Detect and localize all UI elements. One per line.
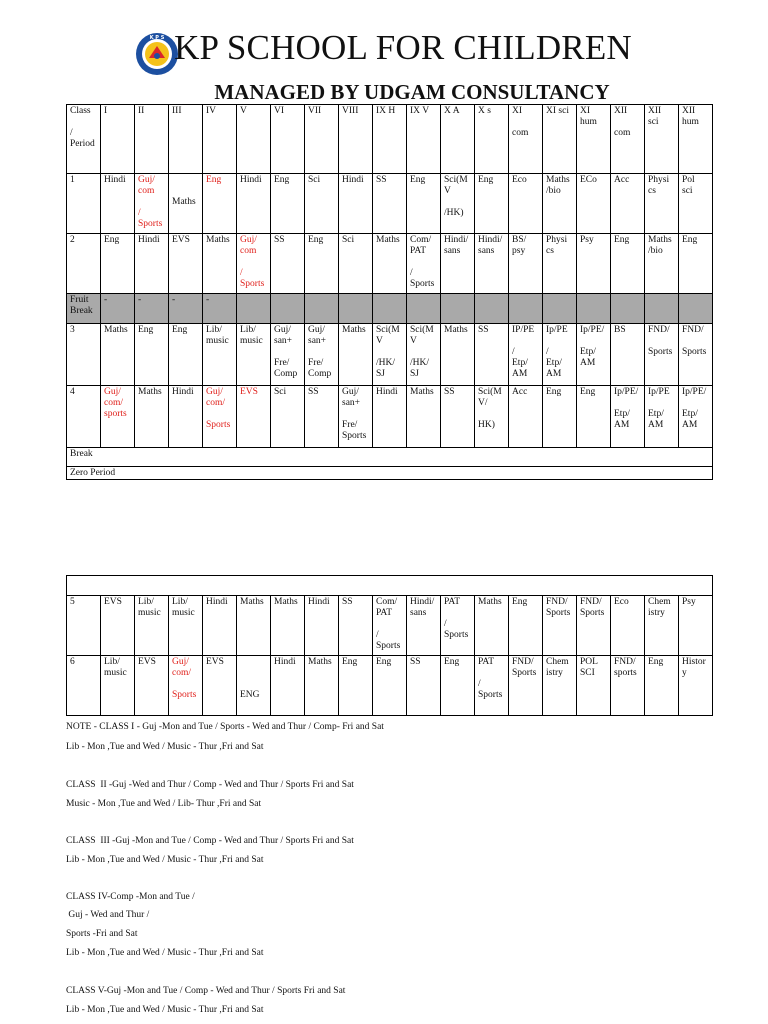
table-cell: SS	[339, 596, 373, 656]
table-cell: Ip/PE/ Etp/ AM	[611, 386, 645, 448]
table-cell: SS	[271, 234, 305, 294]
table-cell: Chem istry	[645, 596, 679, 656]
class-header-cell: VIII	[339, 105, 373, 174]
table-cell: Maths	[101, 324, 135, 386]
table-cell: Hindi/ sans	[475, 234, 509, 294]
class-header-cell: VI	[271, 105, 305, 174]
table-cell	[509, 294, 543, 324]
table-cell: Guj/ com / Sports	[237, 234, 271, 294]
table-cell: Eng	[373, 656, 407, 716]
table-cell: Pol sci	[679, 174, 713, 234]
table-cell: FND/ sports	[611, 656, 645, 716]
table-cell	[339, 294, 373, 324]
table-cell: Lib/ music	[237, 324, 271, 386]
table-cell: Hindi/ sans	[441, 234, 475, 294]
table-cell: Lib/ music	[101, 656, 135, 716]
table-cell: Physi cs	[645, 174, 679, 234]
table-cell: ENG	[237, 656, 271, 716]
note-line: Lib - Mon ,Tue and Wed / Music - Thur ,Fri and Sat	[66, 948, 264, 958]
table-cell: FND/ Sports	[679, 324, 713, 386]
table-cell: EVS	[237, 386, 271, 448]
table-cell: SS	[407, 656, 441, 716]
table-cell: Guj/ com / Sports	[135, 174, 169, 234]
table-cell: 4	[67, 386, 101, 448]
table-cell: Maths	[305, 656, 339, 716]
note-line: Music - Mon ,Tue and Wed / Lib- Thur ,Fri and Sat	[66, 799, 262, 809]
period-row	[67, 174, 713, 234]
table-cell: Maths	[475, 596, 509, 656]
table-cell: Guj/ com/ sports	[101, 386, 135, 448]
table-cell: Hindi/ sans	[407, 596, 441, 656]
table-cell: Com/ PAT / Sports	[407, 234, 441, 294]
period-row	[67, 596, 713, 656]
table-cell: Eng	[169, 324, 203, 386]
table-cell: Lib/ music	[169, 596, 203, 656]
table-cell: POL SCI	[577, 656, 611, 716]
table-cell: SS	[475, 324, 509, 386]
table-cell: Hindi	[203, 596, 237, 656]
table-cell: BS/ psy	[509, 234, 543, 294]
table-cell: Hindi	[271, 656, 305, 716]
table-cell: Lib/ music	[135, 596, 169, 656]
table-cell: Eng	[339, 656, 373, 716]
table-cell: FND/ Sports	[577, 596, 611, 656]
class-header-cell: XII com	[611, 105, 645, 174]
table-cell: Maths	[441, 324, 475, 386]
table-cell: EVS	[203, 656, 237, 716]
note-line: Lib - Mon ,Tue and Wed / Music - Thur ,Fri and Sat	[66, 1005, 264, 1015]
class-header-cell: XI com	[509, 105, 543, 174]
table-cell: IP/PE / Etp/ AM	[509, 324, 543, 386]
footer-cell: Zero Period	[67, 467, 713, 480]
table-cell: 5	[67, 596, 101, 656]
table-cell: Sci	[339, 234, 373, 294]
note-line: NOTE - CLASS I - Guj -Mon and Tue / Sports - Wed and Thur / Comp- Fri and Sat	[66, 722, 384, 732]
class-header-cell: II	[135, 105, 169, 174]
period-row	[67, 656, 713, 716]
break-row	[67, 448, 713, 467]
table-cell: Eng	[203, 174, 237, 234]
note-line: CLASS III -Guj -Mon and Tue / Comp - Wed and Thur / Sports Fri and Sat	[66, 836, 354, 846]
table-cell	[373, 294, 407, 324]
table-cell	[407, 294, 441, 324]
table-cell	[577, 294, 611, 324]
table-cell: Hindi	[169, 386, 203, 448]
table-cell: Eng	[441, 656, 475, 716]
table-cell: SS	[373, 174, 407, 234]
class-period-header: Class / Period	[67, 105, 101, 174]
header-row	[67, 105, 713, 174]
table-cell: Guj/ san+ Fre/ Comp	[271, 324, 305, 386]
table-cell: Eng	[407, 174, 441, 234]
period-row	[67, 386, 713, 448]
table-cell: FND/ Sports	[543, 596, 577, 656]
table-cell: Lib/ music	[203, 324, 237, 386]
table-cell: 2	[67, 234, 101, 294]
table-cell: Com/ PAT / Sports	[373, 596, 407, 656]
table-cell: 1	[67, 174, 101, 234]
table-cell: Eng	[679, 234, 713, 294]
table-cell	[441, 294, 475, 324]
table-cell: Maths	[373, 234, 407, 294]
note-line: CLASS IV-Comp -Mon and Tue /	[66, 892, 195, 902]
table-cell: Eng	[543, 386, 577, 448]
table-cell: Maths	[237, 596, 271, 656]
table-cell: Eng	[101, 234, 135, 294]
table-cell: Hindi	[373, 386, 407, 448]
table-cell: 6	[67, 656, 101, 716]
table-cell	[645, 294, 679, 324]
class-header-cell: IX H	[373, 105, 407, 174]
timetable-continued	[66, 575, 713, 716]
table-cell: Eco	[611, 596, 645, 656]
table-cell: Maths	[407, 386, 441, 448]
table-cell	[305, 294, 339, 324]
timetable-main	[66, 104, 713, 480]
table-cell: Hindi	[101, 174, 135, 234]
class-header-cell: XII hum	[679, 105, 713, 174]
table-cell	[679, 294, 713, 324]
table-cell: Maths	[169, 174, 203, 234]
table-cell	[543, 294, 577, 324]
footer-cell: Break	[67, 448, 713, 467]
table-cell: ECo	[577, 174, 611, 234]
table-cell: Maths /bio	[645, 234, 679, 294]
class-header-cell: X s	[475, 105, 509, 174]
table-cell: Ip/PE/ Etp/ AM	[679, 386, 713, 448]
logo-text: K P S	[149, 35, 165, 41]
table-cell: Sci(M V /HK)	[441, 174, 475, 234]
table-cell: Fruit Break	[67, 294, 101, 324]
table-cell: Ip/PE/ Etp/ AM	[577, 324, 611, 386]
note-line: Guj - Wed and Thur /	[66, 910, 150, 920]
class-header-cell: V	[237, 105, 271, 174]
table-cell: Hindi	[305, 596, 339, 656]
table-cell: Hindi	[135, 234, 169, 294]
table-cell	[271, 294, 305, 324]
table-cell: Histor y	[679, 656, 713, 716]
table-cell: Psy	[679, 596, 713, 656]
blank-header-row	[67, 576, 713, 596]
table-cell: FND/ Sports	[645, 324, 679, 386]
class-header-cell: X A	[441, 105, 475, 174]
class-header-cell: XI sci	[543, 105, 577, 174]
fruit-break-row	[67, 294, 713, 324]
class-header-cell: IV	[203, 105, 237, 174]
table-cell: Maths	[271, 596, 305, 656]
table-cell: Acc	[509, 386, 543, 448]
class-header-cell: VII	[305, 105, 339, 174]
table-cell: Eng	[271, 174, 305, 234]
table-cell: 3	[67, 324, 101, 386]
table-cell: Eng	[577, 386, 611, 448]
school-subtitle: MANAGED BY UDGAM CONSULTANCY	[214, 80, 610, 104]
table-cell: Chem istry	[543, 656, 577, 716]
class-header-cell: III	[169, 105, 203, 174]
note-line: Lib - Mon ,Tue and Wed / Music - Thur ,Fri and Sat	[66, 855, 264, 865]
table-cell: PAT / Sports	[441, 596, 475, 656]
table-cell: Guj/ com/ Sports	[169, 656, 203, 716]
class-header-cell: XI hum	[577, 105, 611, 174]
school-title: KP SCHOOL FOR CHILDREN	[174, 28, 632, 67]
note-line: CLASS V-Guj -Mon and Tue / Comp - Wed and Thur / Sports Fri and Sat	[66, 986, 346, 996]
table-cell: Sci	[305, 174, 339, 234]
table-cell: SS	[305, 386, 339, 448]
table-cell: Maths	[135, 386, 169, 448]
table-cell: Ip/PE / Etp/ AM	[543, 324, 577, 386]
table-cell	[475, 294, 509, 324]
zero-period-row	[67, 467, 713, 480]
table-cell: Guj/ san+ Fre/ Comp	[305, 324, 339, 386]
table-cell: Ip/PE Etp/ AM	[645, 386, 679, 448]
note-line: CLASS II -Guj -Wed and Thur / Comp - Wed and Thur / Sports Fri and Sat	[66, 780, 354, 790]
table-cell: Eng	[135, 324, 169, 386]
table-cell: Eng	[305, 234, 339, 294]
note-line: Sports -Fri and Sat	[66, 929, 138, 939]
table-cell: Hindi	[237, 174, 271, 234]
table-cell: Sci(M V/ HK)	[475, 386, 509, 448]
table-cell: Eng	[611, 234, 645, 294]
table-cell: Maths	[203, 234, 237, 294]
class-header-cell: I	[101, 105, 135, 174]
class-header-cell: IX V	[407, 105, 441, 174]
table-cell: Sci	[271, 386, 305, 448]
table-cell: -	[135, 294, 169, 324]
table-cell: EVS	[135, 656, 169, 716]
table-cell: Eng	[475, 174, 509, 234]
table-cell: FND/ Sports	[509, 656, 543, 716]
table-cell: EVS	[101, 596, 135, 656]
table-cell: Acc	[611, 174, 645, 234]
table-cell: Eco	[509, 174, 543, 234]
period-row	[67, 234, 713, 294]
table-cell: PAT / Sports	[475, 656, 509, 716]
table-cell: Sci(M V /HK/ SJ	[407, 324, 441, 386]
table-cell	[611, 294, 645, 324]
class-header-cell: XII sci	[645, 105, 679, 174]
table-cell: SS	[441, 386, 475, 448]
table-cell: -	[203, 294, 237, 324]
table-cell	[237, 294, 271, 324]
note-line: Lib - Mon ,Tue and Wed / Music - Thur ,Fri and Sat	[66, 742, 264, 752]
table-cell: Hindi	[339, 174, 373, 234]
table-cell: Physi cs	[543, 234, 577, 294]
table-cell: Sci(M V /HK/ SJ	[373, 324, 407, 386]
table-cell: BS	[611, 324, 645, 386]
table-cell: EVS	[169, 234, 203, 294]
table-cell: Eng	[509, 596, 543, 656]
table-cell: Guj/ com/ Sports	[203, 386, 237, 448]
table-cell: -	[101, 294, 135, 324]
period-row	[67, 324, 713, 386]
table-cell: Psy	[577, 234, 611, 294]
table-cell: -	[169, 294, 203, 324]
table-cell: Maths /bio	[543, 174, 577, 234]
blank-cell	[67, 576, 713, 596]
table-cell: Guj/ san+ Fre/ Sports	[339, 386, 373, 448]
table-cell: Eng	[645, 656, 679, 716]
table-cell: Maths	[339, 324, 373, 386]
